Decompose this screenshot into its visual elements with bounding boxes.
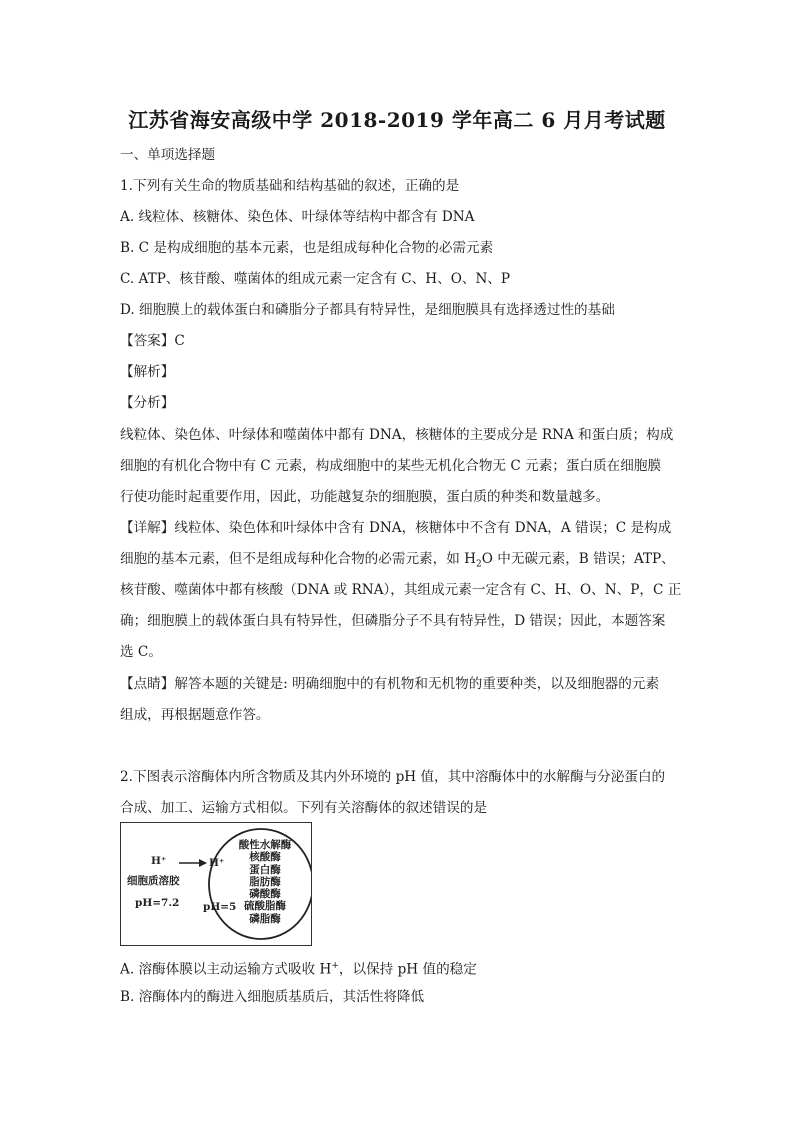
enzyme-label: 蛋白酶: [249, 863, 281, 876]
enzyme-label: 磷脂酶: [249, 912, 281, 925]
lysosome-figure: [120, 822, 312, 946]
detail-line: 确；细胞膜上的载体蛋白具有特异性，但磷脂分子不具有特异性，D 错误；因此，本题答案: [120, 613, 666, 629]
analysis-line: 细胞的有机化合物中有 C 元素，构成细胞中的某些无机化合物无 C 元素；蛋白质在细胞膜: [120, 458, 662, 474]
section-heading: 一、单项选择题: [120, 147, 216, 163]
ph-outside-label: pH=7.2: [135, 897, 180, 909]
analysis-line: 行使功能时起重要作用，因此，功能越复杂的细胞膜，蛋白质的种类和数量越多。: [120, 489, 610, 505]
question-1-option-c: C. ATP、核苷酸、噬菌体的组成元素一定含有 C、H、O、N、P: [120, 271, 511, 287]
question-1-option-b: B. C 是构成细胞的基本元素，也是组成每种化合物的必需元素: [120, 240, 494, 256]
option-text: ，以保持 pH 值的稳定: [338, 961, 477, 978]
detail-text: O 中无碳元素，B 错误；ATP、: [481, 551, 675, 567]
h-ion-inside: H⁺: [209, 857, 225, 869]
enzyme-list: [233, 839, 297, 925]
detail-line: 选 C。: [120, 644, 162, 660]
answer-label: 【答案】C: [120, 333, 185, 349]
key-point-line: 【点睛】解答本题的关键是: 明确细胞中的有机物和无机物的重要种类，以及细胞器的元素: [120, 676, 660, 692]
arrow-head: [199, 859, 207, 867]
detail-line: 【详解】线粒体、染色体和叶绿体中含有 DNA，核糖体中不含有 DNA，A 错误；C 是构成: [120, 520, 672, 536]
question-1-stem: 1.下列有关生命的物质基础和结构基础的叙述，正确的是: [120, 178, 460, 194]
ph-inside-label: pH=5: [203, 901, 237, 913]
question-2-stem: 合成、加工、运输方式相似。下列有关溶酶体的叙述错误的是: [120, 800, 488, 816]
question-2-option-b: B. 溶酶体内的酶进入细胞质基质后，其活性将降低: [120, 989, 425, 1005]
detail-line: [120, 549, 680, 575]
enzyme-label: 脂肪酶: [249, 875, 281, 888]
detail-text: 细胞的基本元素，但不是组成每种化合物的必需元素，如 H: [120, 551, 477, 567]
question-1-option-a: A. 线粒体、核糖体、染色体、叶绿体等结构中都含有 DNA: [120, 209, 475, 225]
question-2-option-a: [120, 956, 680, 980]
explanation-label: 【解析】: [120, 364, 175, 380]
h-ion-outside: H⁺: [151, 855, 167, 867]
key-point-line: 组成，再根据题意作答。: [120, 707, 270, 723]
question-1-option-d: D. 细胞膜上的载体蛋白和磷脂分子都具有特异性，是细胞膜具有选择透过性的基础: [120, 302, 615, 318]
page-title: 江苏省海安高级中学 2018-2019 学年高二 6 月月考试题: [128, 108, 666, 132]
option-text: A. 溶酶体膜以主动运输方式吸收 H: [120, 961, 332, 978]
analysis-line: 线粒体、染色体、叶绿体和噬菌体中都有 DNA，核糖体的主要成分是 RNA 和蛋白质；构成: [120, 427, 674, 443]
enzyme-label: 酸性水解酶: [238, 839, 292, 851]
enzyme-label: 硫酸脂酶: [244, 900, 286, 913]
detail-line: 核苷酸、噬菌体中都有核酸（DNA 或 RNA），其组成元素一定含有 C、H、O、N、P，C 正: [120, 582, 682, 598]
cytosol-label: 细胞质溶胶: [127, 875, 180, 887]
question-2-stem: 2.下图表示溶酶体内所含物质及其内外环境的 pH 值，其中溶酶体中的水解酶与分泌蛋白的: [120, 769, 666, 785]
analysis-label: 【分析】: [120, 395, 175, 411]
enzyme-label: 磷酸酶: [249, 888, 281, 901]
enzyme-label: 核酸酶: [249, 851, 281, 864]
superscript: +: [331, 961, 339, 971]
subscript: 2: [476, 559, 482, 570]
